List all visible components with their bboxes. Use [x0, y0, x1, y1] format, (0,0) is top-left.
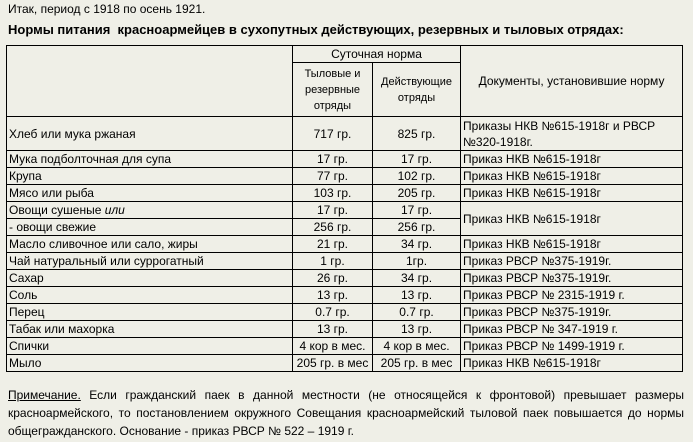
header-active: Действующие отряды	[373, 63, 461, 117]
product-name: Перец	[7, 304, 293, 321]
rear-value: 77 гр.	[293, 168, 373, 185]
doc-value: Приказ РВСР №375-1919г.	[461, 304, 683, 321]
table-row	[7, 202, 683, 219]
active-value: 34 гр.	[373, 236, 461, 253]
rear-value: 17 гр.	[293, 151, 373, 168]
footnote-text: Если гражданский паек в данной местности (не относящейся к фронтовой) превышает размеры красноармейского, то постановлением окружного Совещания красноармейский тыловой паек повышается до нормы общегражданского. Основание - приказ РВСР № 522 – 1919 г.	[8, 388, 684, 438]
table-row	[7, 355, 683, 372]
rear-value: 13 гр.	[293, 321, 373, 338]
product-name: Спички	[7, 338, 293, 355]
doc-value: Приказ РВСР № 2315-1919 г.	[461, 287, 683, 304]
active-value: 17 гр.	[373, 202, 461, 219]
product-name: Масло сливочное или сало, жиры	[7, 236, 293, 253]
table-row	[7, 253, 683, 270]
rear-value: 256 гр.	[293, 219, 373, 236]
doc-value: Приказ РВСР № 347-1919 г.	[461, 321, 683, 338]
ration-norms-table	[6, 45, 683, 372]
product-name: Табак или махорка	[7, 321, 293, 338]
rear-value: 4 кор в мес.	[293, 338, 373, 355]
table-row	[7, 117, 683, 151]
table-row	[7, 304, 683, 321]
active-value: 825 гр.	[373, 117, 461, 151]
rear-value: 1 гр.	[293, 253, 373, 270]
doc-value: Приказ РВСР №375-1919г.	[461, 270, 683, 287]
table-row	[7, 168, 683, 185]
active-value: 102 гр.	[373, 168, 461, 185]
active-value: 205 гр. в мес	[373, 355, 461, 372]
table-row	[7, 287, 683, 304]
active-value: 1гр.	[373, 253, 461, 270]
doc-value: Приказ РВСР №375-1919г.	[461, 253, 683, 270]
active-value: 34 гр.	[373, 270, 461, 287]
rear-value: 103 гр.	[293, 185, 373, 202]
doc-value: Приказ РВСР № 1499-1919 г.	[461, 338, 683, 355]
header-docs: Документы, установившие норму	[461, 46, 683, 117]
doc-value: Приказ НКВ №615-1918г	[461, 168, 683, 185]
doc-value: Приказ НКВ №615-1918г	[461, 236, 683, 253]
table-row	[7, 185, 683, 202]
rear-value: 717 гр.	[293, 117, 373, 151]
table-row	[7, 270, 683, 287]
header-daily-norm: Суточная норма	[293, 46, 461, 63]
active-value: 205 гр.	[373, 185, 461, 202]
veg-dried-label: Овощи сушеные	[9, 203, 105, 217]
footnote-label: Примечание.	[8, 388, 81, 402]
doc-value: Приказы НКВ №615-1918г и РВСР №320-1918г.	[461, 117, 683, 151]
veg-or-label: или	[104, 203, 125, 217]
table-row	[7, 338, 683, 355]
doc-value: Приказ НКВ №615-1918г	[461, 151, 683, 168]
product-name: Сахар	[7, 270, 293, 287]
header-product-cell	[7, 46, 293, 117]
rear-value: 205 гр. в мес	[293, 355, 373, 372]
active-value: 13 гр.	[373, 321, 461, 338]
rear-value: 21 гр.	[293, 236, 373, 253]
doc-value: Приказ НКВ №615-1918г	[461, 355, 683, 372]
product-name: - овощи свежие	[7, 219, 293, 236]
active-value: 4 кор в мес.	[373, 338, 461, 355]
table-row	[7, 236, 683, 253]
active-value: 13 гр.	[373, 287, 461, 304]
product-name: Чай натуральный или суррогатный	[7, 253, 293, 270]
product-name: Мясо или рыба	[7, 185, 293, 202]
table-row	[7, 151, 683, 168]
rear-value: 17 гр.	[293, 202, 373, 219]
doc-value: Приказ НКВ №615-1918г	[461, 202, 683, 236]
product-name: Мука подболточная для супа	[7, 151, 293, 168]
rear-value: 26 гр.	[293, 270, 373, 287]
product-name: Крупа	[7, 168, 293, 185]
rear-value: 13 гр.	[293, 287, 373, 304]
footnote	[8, 386, 684, 440]
table-heading: Нормы питания красноармейцев в сухопутных действующих, резервных и тыловых отрядах:	[8, 22, 624, 37]
active-value: 17 гр.	[373, 151, 461, 168]
doc-value: Приказ НКВ №615-1918г	[461, 185, 683, 202]
table-row	[7, 321, 683, 338]
active-value: 256 гр.	[373, 219, 461, 236]
active-value: 0.7 гр.	[373, 304, 461, 321]
header-rear: Тыловые и резервные отряды	[293, 63, 373, 117]
rear-value: 0.7 гр.	[293, 304, 373, 321]
product-name	[7, 202, 293, 219]
intro-text: Итак, период с 1918 по осень 1921.	[8, 2, 206, 16]
product-name: Мыло	[7, 355, 293, 372]
product-name: Соль	[7, 287, 293, 304]
product-name: Хлеб или мука ржаная	[7, 117, 293, 151]
